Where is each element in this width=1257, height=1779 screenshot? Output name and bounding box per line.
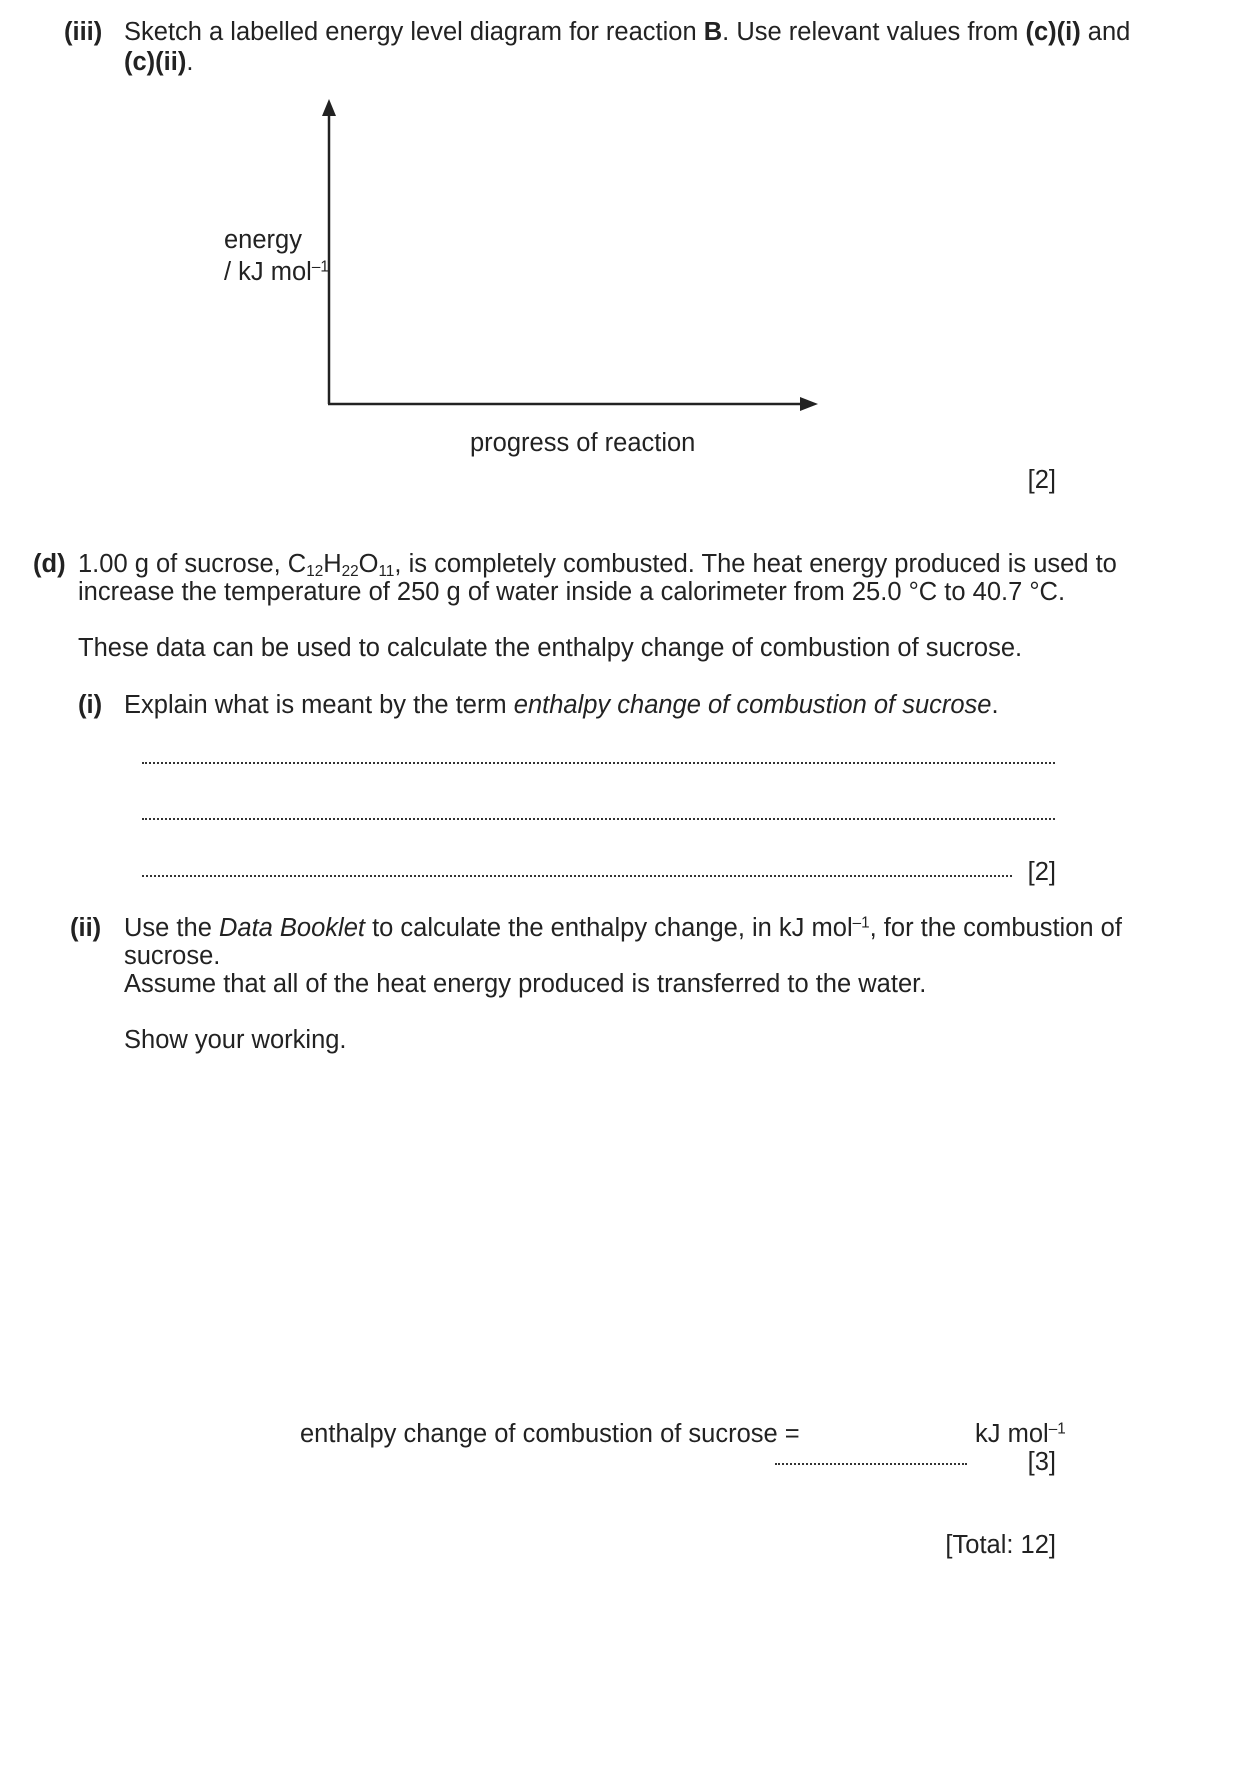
part-iii-text: Sketch a labelled energy level diagram for reaction <box>124 18 704 46</box>
y-axis-arrow-icon <box>322 99 336 116</box>
x-axis-label: progress of reaction <box>470 429 696 457</box>
part-d-ii-question <box>124 913 1122 945</box>
answer-label: enthalpy change of combustion of sucrose = <box>300 1420 800 1448</box>
part-iii-marks: [2] <box>1027 466 1056 494</box>
part-d-i-question <box>124 690 999 722</box>
ref-cii: (c)(ii) <box>124 48 187 76</box>
part-d-ii-line2: sucrose. <box>124 942 221 970</box>
d-ii-text-3: , for the combustion of <box>869 914 1122 942</box>
part-d-intro-line2: increase the temperature of 250 g of water inside a calorimeter from 25.0 °C to 40.7 °C. <box>78 578 1066 606</box>
d-ii-text: Use the <box>124 914 219 942</box>
part-iii-text-4: . <box>186 48 194 76</box>
part-d-ii-line3: Assume that all of the heat energy produced is transferred to the water. <box>124 970 927 998</box>
o-subscript: 11 <box>378 562 395 580</box>
part-d-ii-marks: [3] <box>1027 1448 1056 1476</box>
answer-field[interactable] <box>775 1463 967 1465</box>
answer-line-2[interactable] <box>142 818 1055 820</box>
total-marks: [Total: 12] <box>945 1531 1056 1559</box>
part-d-ii-label: (ii) <box>70 914 102 942</box>
part-iii-text-2: . Use relevant values from <box>722 18 1026 46</box>
answer-unit-sup: –1 <box>1048 1420 1066 1438</box>
d-i-text: Explain what is meant by the term <box>124 691 514 719</box>
y-axis-label-energy: energy <box>224 226 302 254</box>
part-iii-label: (iii) <box>64 18 103 46</box>
intro-text: 1.00 g of sucrose, C <box>78 550 307 578</box>
x-axis-arrow-icon <box>800 397 818 411</box>
d-ii-text-2: to calculate the enthalpy change, in kJ mol <box>364 914 853 942</box>
d-i-term: enthalpy change of combustion of sucrose <box>513 691 992 719</box>
part-d-label: (d) <box>33 550 66 578</box>
y-axis-unit-text: / kJ mol <box>224 257 312 286</box>
part-d-i-label: (i) <box>78 691 103 719</box>
y-axis-label-unit <box>224 257 329 289</box>
part-iii-text-3: and <box>1080 18 1131 46</box>
ref-ci: (c)(i) <box>1025 18 1081 46</box>
oxygen: O <box>358 550 379 578</box>
answer-line-3[interactable] <box>142 875 1012 877</box>
energy-level-axes[interactable] <box>0 0 1257 500</box>
y-axis-label <box>224 225 329 289</box>
answer-line-1[interactable] <box>142 762 1055 764</box>
data-booklet: Data Booklet <box>218 914 365 942</box>
part-d-i-marks: [2] <box>1027 858 1056 886</box>
d-ii-unit-sup: –1 <box>852 914 870 932</box>
hydrogen: H <box>323 550 342 578</box>
answer-unit-text: kJ mol <box>975 1420 1049 1448</box>
h-subscript: 22 <box>341 562 359 580</box>
d-i-text-2: . <box>991 691 999 719</box>
show-working: Show your working. <box>124 1026 347 1054</box>
c-subscript: 12 <box>306 562 324 580</box>
y-axis-unit-sup: –1 <box>311 258 329 276</box>
reaction-b: B <box>703 18 723 46</box>
part-d-data-use: These data can be used to calculate the enthalpy change of combustion of sucrose. <box>78 634 1023 662</box>
intro-text-2: , is completely combusted. The heat energy produced is used to <box>394 550 1117 578</box>
